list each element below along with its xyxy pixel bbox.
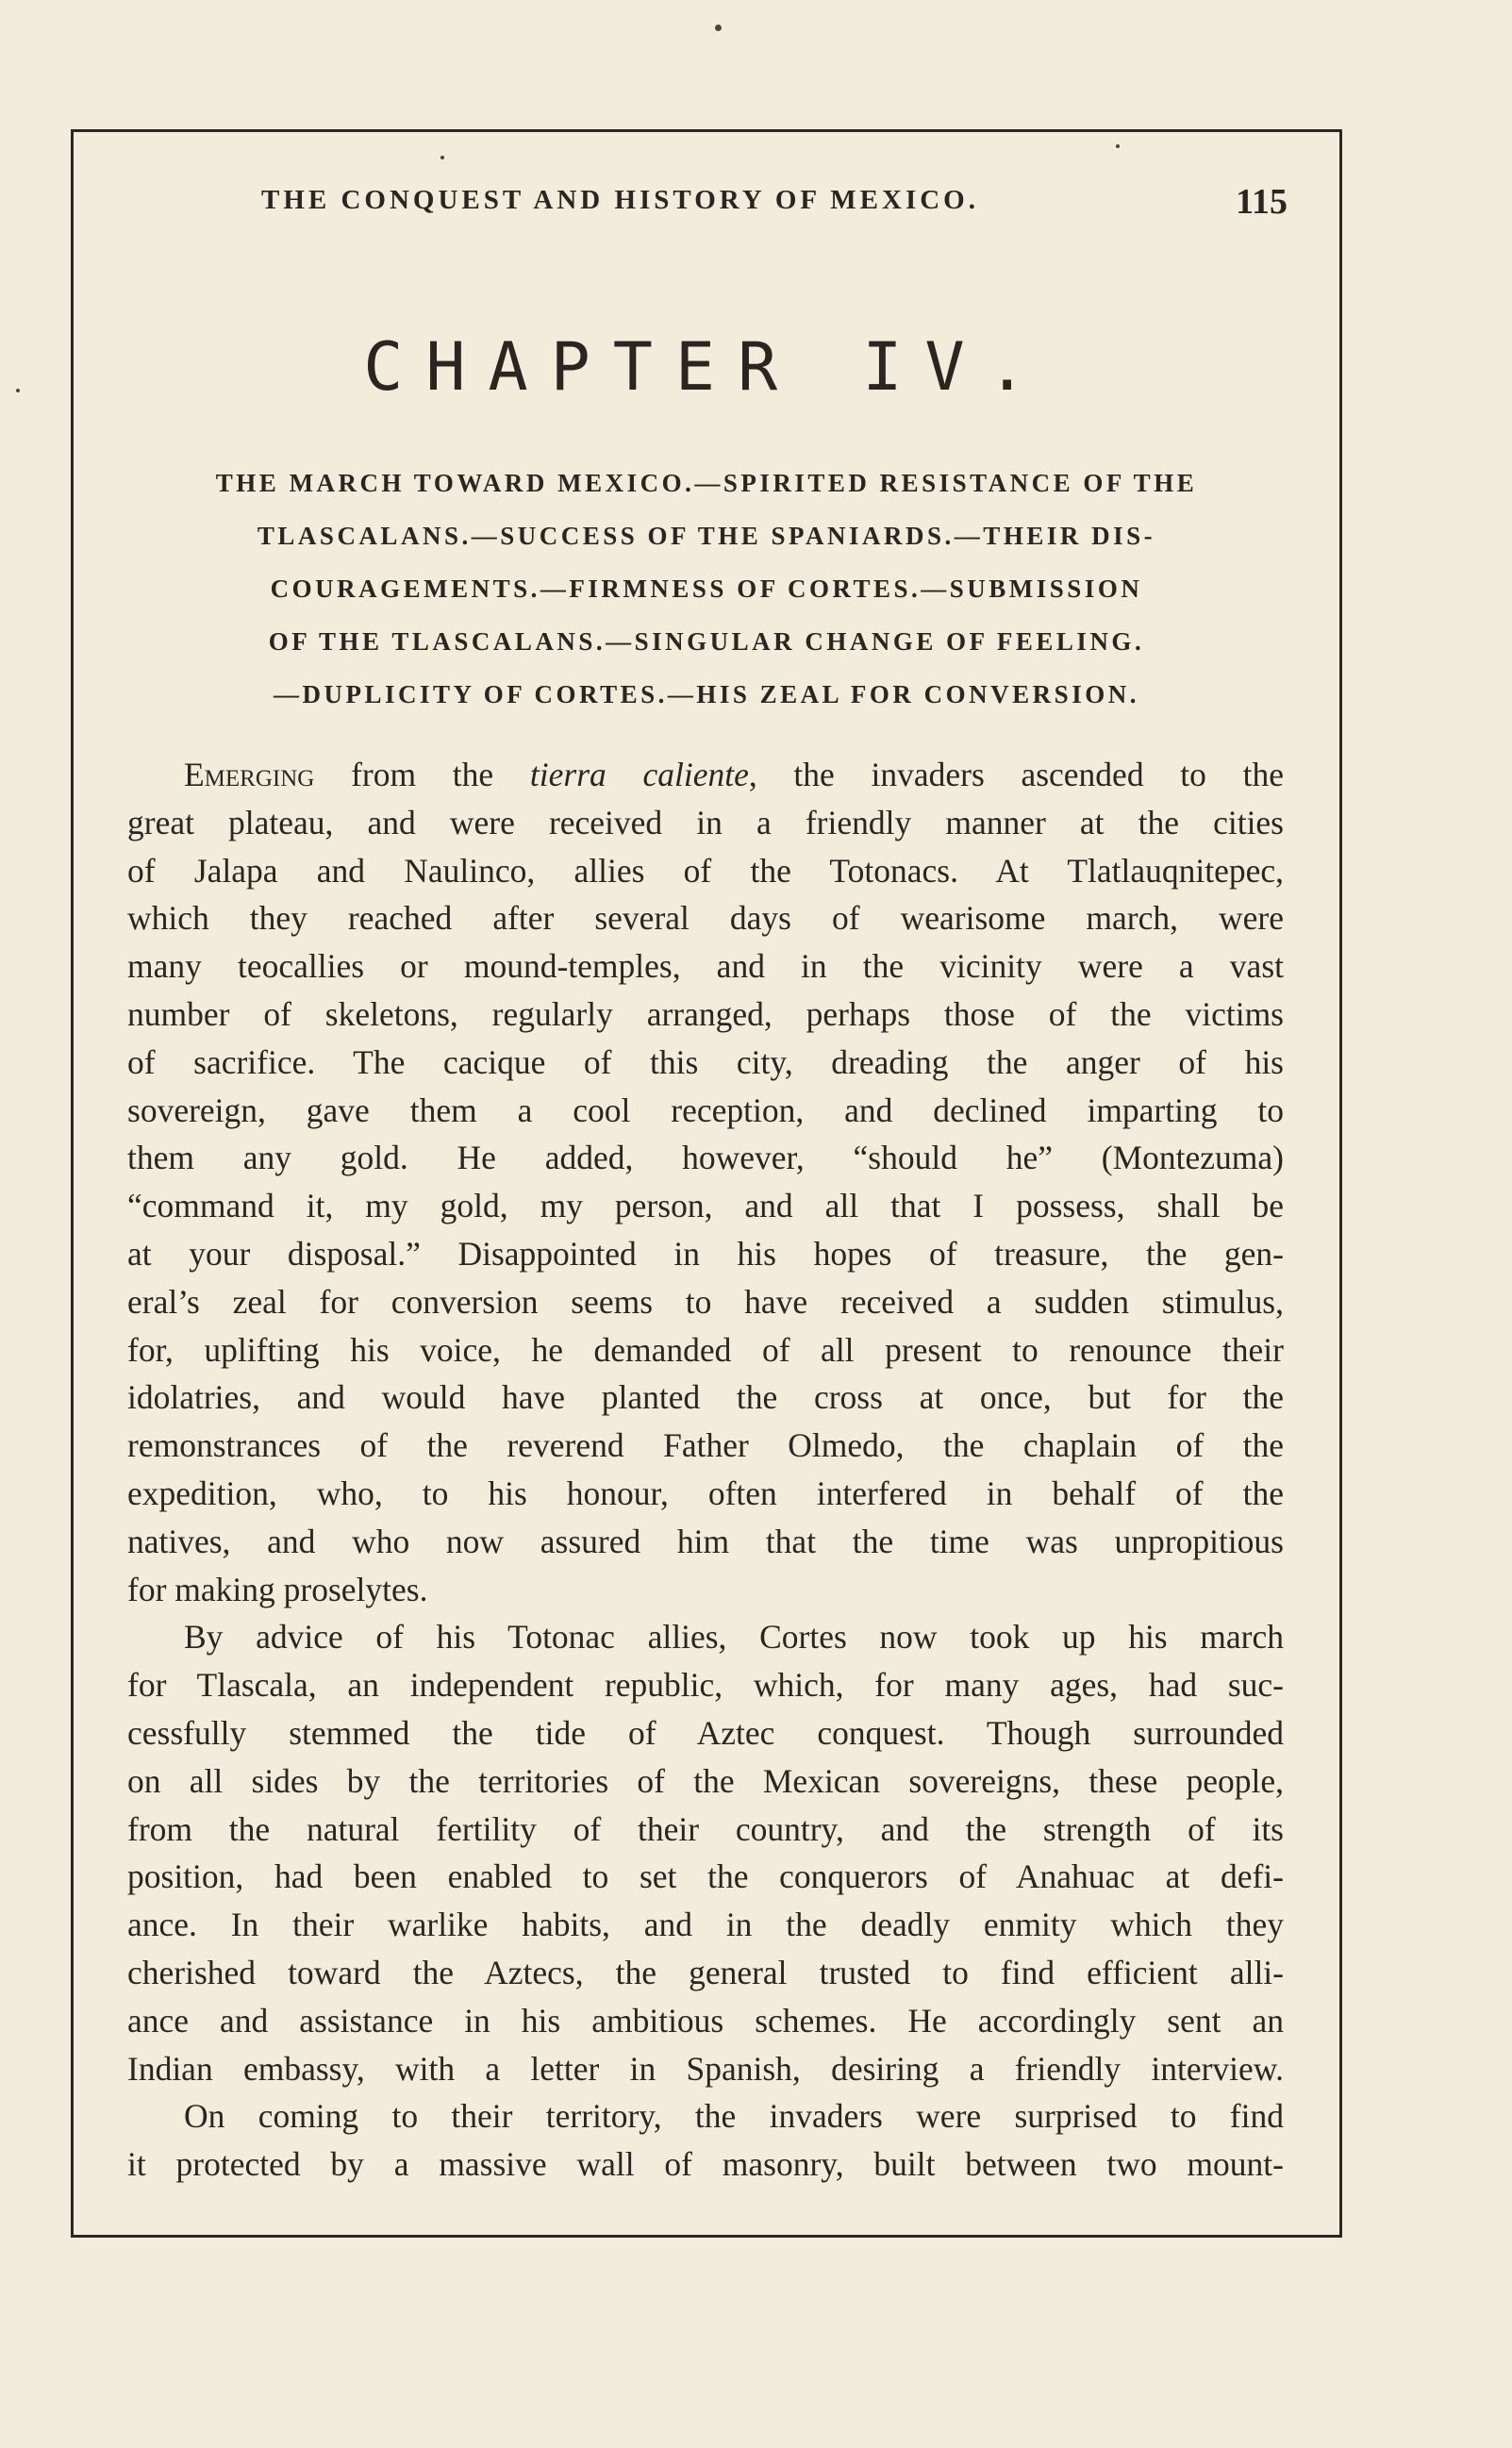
synopsis-line: TLASCALANS.—SUCCESS OF THE SPANIARDS.—THEIR DIS- [257, 522, 1156, 550]
synopsis-line: COURAGEMENTS.—FIRMNESS OF CORTES.—SUBMISSION [270, 575, 1143, 603]
body-text [127, 751, 1284, 2189]
text-line: it protected by a massive wall of masonry, built between two mount- [127, 2145, 1284, 2184]
running-title: THE CONQUEST AND HISTORY OF MEXICO. [261, 185, 979, 215]
text-line: of Jalapa and Naulinco, allies of the Totonacs. At Tlatlauqnitepec, [127, 851, 1284, 890]
text-line: natives, and who now assured him that the time was unpropitious [127, 1522, 1284, 1560]
text-line: On coming to their territory, the invaders were surprised to find [184, 2097, 1284, 2136]
text-line: of sacrifice. The cacique of this city, dreading the anger of his [127, 1042, 1284, 1081]
synopsis-line: —DUPLICITY OF CORTES.—HIS ZEAL FOR CONVERSION. [274, 680, 1139, 708]
text-line: at your disposal.” Disappointed in his hopes of treasure, the gen- [127, 1234, 1284, 1273]
text-line: Indian embassy, with a letter in Spanish, desiring a friendly interview. [127, 2049, 1284, 2088]
text-line: number of skeletons, regularly arranged, perhaps those of the victims [127, 994, 1284, 1033]
text-line: By advice of his Totonac allies, Cortes now took up his march [184, 1618, 1284, 1657]
text-line: remonstrances of the reverend Father Olmedo, the chaplain of the [127, 1426, 1284, 1465]
ink-speck [440, 156, 444, 159]
text-line: expedition, who, to his honour, often interfered in behalf of the [127, 1474, 1284, 1512]
text-fragment: , the invaders ascended to the [748, 756, 1284, 793]
text-line: sovereign, gave them a cool reception, and declined imparting to [127, 1091, 1284, 1129]
text-line: ance. In their warlike habits, and in the deadly enmity which they [127, 1906, 1284, 1944]
running-head [71, 182, 1342, 241]
text-line: which they reached after several days of wearisome march, were [127, 899, 1284, 938]
text-line: them any gold. He added, however, “should he” (Montezuma) [127, 1139, 1284, 1177]
text-line: ance and assistance in his ambitious schemes. He accordingly sent an [127, 2001, 1284, 2040]
ink-speck [1116, 144, 1120, 148]
text-line: for Tlascala, an independent republic, which, for many ages, had suc- [127, 1666, 1284, 1705]
text-line: great plateau, and were received in a friendly manner at the cities [127, 803, 1284, 841]
text-fragment: from the [314, 756, 530, 793]
text-line: eral’s zeal for conversion seems to have received a sudden stimulus, [127, 1282, 1284, 1321]
synopsis-line: THE MARCH TOWARD MEXICO.—SPIRITED RESISTANCE OF THE [215, 469, 1198, 497]
synopsis-line: OF THE TLASCALANS.—SINGULAR CHANGE OF FEELING. [268, 627, 1145, 656]
drop-lead-word: Emerging [184, 756, 315, 793]
text-line: for making proselytes. [127, 1570, 428, 1608]
chapter-synopsis [123, 457, 1290, 721]
italic-phrase: tierra caliente [529, 756, 749, 793]
text-line: cherished toward the Aztecs, the general trusted to find efficient alli- [127, 1953, 1284, 1991]
text-line: position, had been enabled to set the conquerors of Anahuac at defi- [127, 1857, 1284, 1896]
text-line: cessfully stemmed the tide of Aztec conquest. Though surrounded [127, 1713, 1284, 1752]
ink-speck [16, 389, 20, 392]
text-line: “command it, my gold, my person, and all that I possess, shall be [127, 1187, 1284, 1225]
text-line: on all sides by the territories of the Mexican sovereigns, these people, [127, 1761, 1284, 1800]
text-line: from the natural fertility of their country, and the strength of its [127, 1809, 1284, 1848]
page-number: 115 [1236, 182, 1288, 222]
chapter-title: CHAPTER IV. [363, 328, 1050, 406]
text-line: many teocallies or mound-temples, and in the vicinity were a vast [127, 947, 1284, 986]
text-line [127, 751, 1284, 799]
text-line: for, uplifting his voice, he demanded of all present to renounce their [127, 1330, 1284, 1369]
text-line: idolatries, and would have planted the cross at once, but for the [127, 1378, 1284, 1417]
ink-speck [715, 25, 722, 31]
